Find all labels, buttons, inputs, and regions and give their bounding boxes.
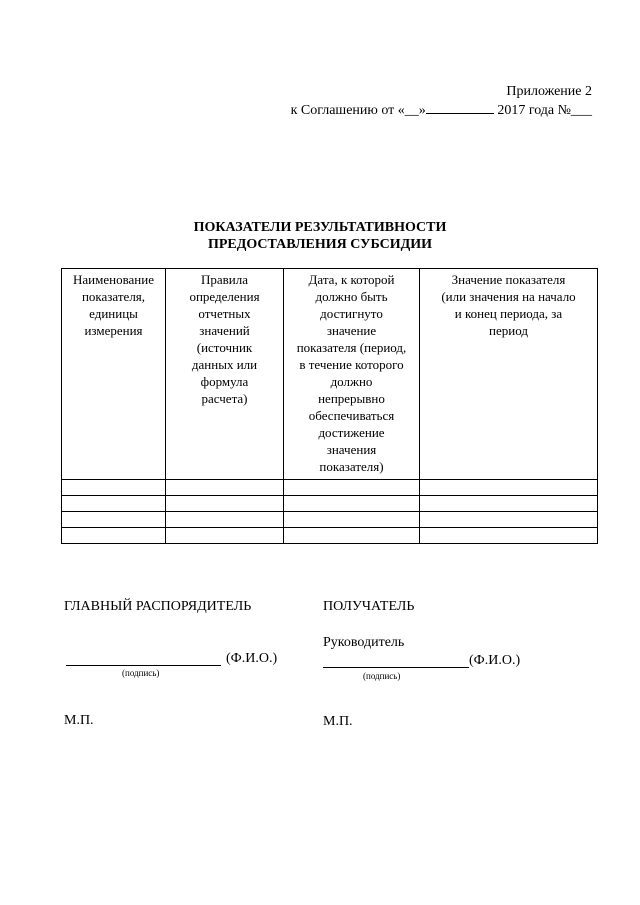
left-stamp-label: М.П. [64,713,94,728]
agreement-reference [291,103,592,119]
right-signature-line [323,667,469,668]
table-cell [62,480,166,496]
table-cell [284,496,420,512]
table-cell [166,496,284,512]
table-row [62,480,598,496]
table-row [62,528,598,544]
document-title-line1: ПОКАЗАТЕЛИ РЕЗУЛЬТАТИВНОСТИ [193,220,447,235]
agreement-date-blank [426,113,494,114]
column-header-indicator-name [62,269,166,480]
table-cell [166,528,284,544]
agreement-suffix: 2017 года №___ [497,103,592,118]
column-header-text: Правила определения отчетных значений (источник данных или формула расчета) [189,272,260,406]
table-cell [166,512,284,528]
table-cell [284,512,420,528]
table-cell [284,528,420,544]
table-cell [420,480,598,496]
right-signature-caption: (подпись) [363,671,401,681]
column-header-date [284,269,420,480]
appendix-label: Приложение 2 [506,84,592,99]
document-title-line2: ПРЕДОСТАВЛЕНИЯ СУБСИДИИ [207,237,433,252]
table-cell [166,480,284,496]
left-signature-caption: (подпись) [122,668,160,678]
recipient-role: Руководитель [323,635,405,650]
left-fio-label: (Ф.И.О.) [226,651,278,666]
table-row [62,496,598,512]
table-row [62,512,598,528]
chief-administrator-heading: ГЛАВНЫЙ РАСПОРЯДИТЕЛЬ [64,599,252,614]
table-cell [62,496,166,512]
column-header-text: Наименование показателя, единицы измерения [73,272,154,338]
table-cell [62,528,166,544]
right-fio-label: (Ф.И.О.) [469,653,521,668]
table-header-row [62,269,598,480]
table-cell [62,512,166,528]
table-cell [420,528,598,544]
agreement-prefix: к Соглашению от «__» [290,103,426,118]
recipient-heading: ПОЛУЧАТЕЛЬ [323,599,415,614]
column-header-rules [166,269,284,480]
table-cell [420,512,598,528]
left-signature-line [66,665,221,666]
column-header-text: Значение показателя (или значения на начало и конец периода, за период [441,272,576,338]
table-cell [420,496,598,512]
right-stamp-label: М.П. [323,714,353,729]
table-cell [284,480,420,496]
column-header-value [420,269,598,480]
column-header-text: Дата, к которой должно быть достигнуто значение показателя (период, в течение которого должно непрерывно обеспечиваться достижение значения показателя) [296,272,407,474]
indicators-table [61,268,598,544]
